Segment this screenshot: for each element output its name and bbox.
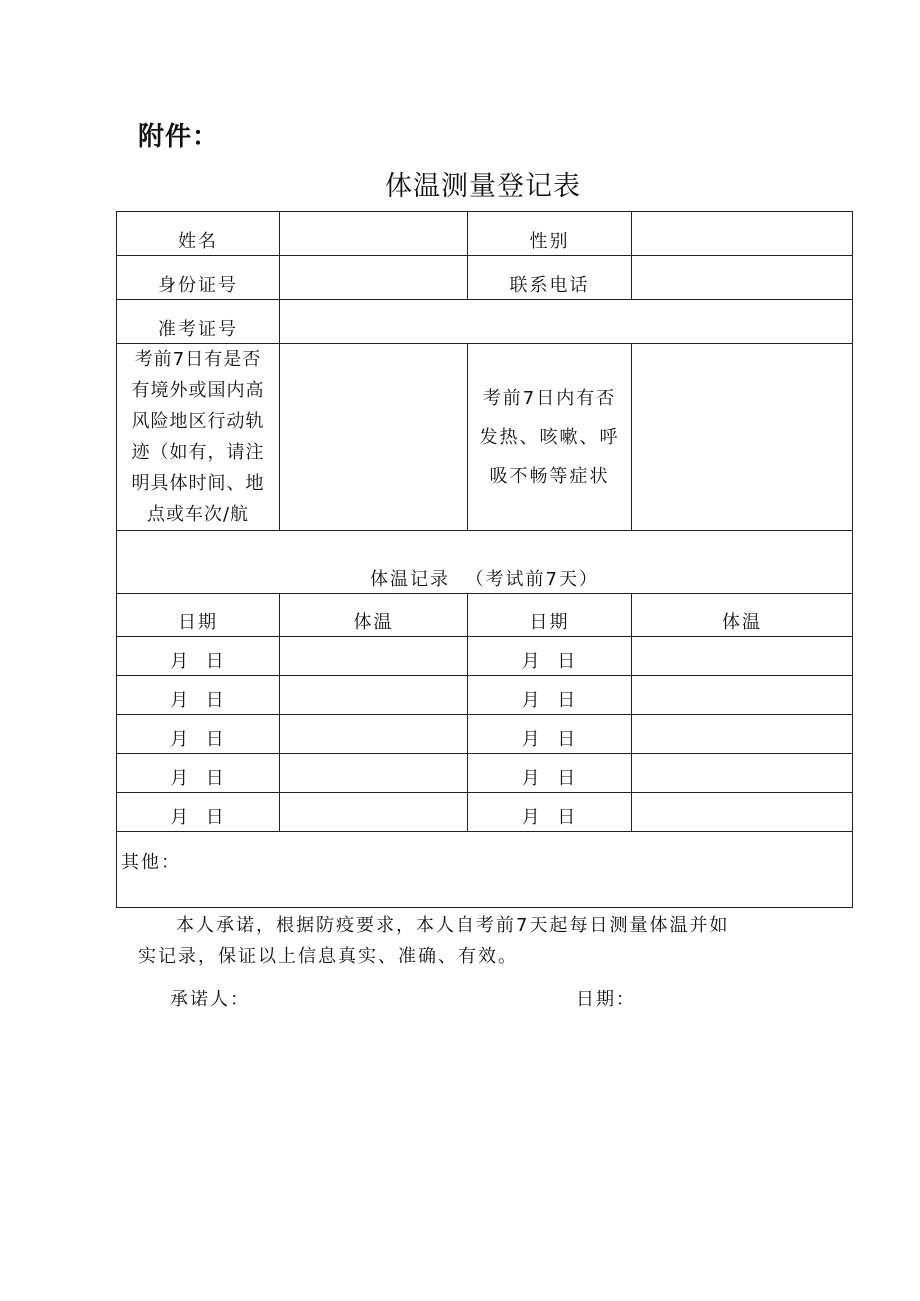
name-label: 姓名: [117, 212, 280, 256]
temperature-input[interactable]: [280, 715, 468, 754]
travel-line: 点或车次/航: [146, 504, 250, 525]
symptom-line: 吸不畅等症状: [489, 465, 610, 487]
travel-line: 明具体时间、地: [131, 473, 265, 494]
temp-header-right: 体温: [632, 594, 853, 637]
temperature-input[interactable]: [632, 676, 853, 715]
other-label: 其他：: [121, 852, 181, 873]
registration-table: [116, 211, 853, 908]
form-title: 体温测量登记表: [385, 171, 581, 202]
exam-id-label: 准考证号: [117, 300, 280, 344]
temperature-input[interactable]: [280, 637, 468, 676]
temperature-input[interactable]: [280, 754, 468, 793]
date-header-right: 日期: [468, 594, 632, 637]
phone-field[interactable]: [632, 256, 853, 300]
temperature-input[interactable]: [632, 715, 853, 754]
phone-label: 联系电话: [468, 256, 632, 300]
symptom-line: 考前7日内有否: [482, 387, 617, 409]
exam-id-field[interactable]: [280, 300, 853, 344]
table-row: [117, 637, 853, 676]
temperature-input[interactable]: [632, 637, 853, 676]
name-field[interactable]: [280, 212, 468, 256]
gender-field[interactable]: [632, 212, 853, 256]
date-cell: 月 日: [117, 637, 280, 676]
temp-header-left: 体温: [280, 594, 468, 637]
date-cell: 月 日: [117, 676, 280, 715]
temperature-input[interactable]: [280, 676, 468, 715]
date-cell: 月 日: [468, 676, 632, 715]
table-row: [117, 754, 853, 793]
temperature-input[interactable]: [280, 793, 468, 832]
pledge-line: 实记录，保证以上信息真实、准确、有效。: [138, 946, 518, 967]
date-cell: 月 日: [468, 754, 632, 793]
date-cell: 月 日: [468, 637, 632, 676]
date-cell: 月 日: [117, 754, 280, 793]
other-notes-field[interactable]: [117, 832, 853, 908]
date-cell: 月 日: [468, 715, 632, 754]
id-number-field[interactable]: [280, 256, 468, 300]
temperature-input[interactable]: [632, 793, 853, 832]
travel-history-label: [117, 344, 280, 531]
travel-line: 风险地区行动轨: [131, 411, 265, 432]
date-header-left: 日期: [117, 594, 280, 637]
pledge-statement: [138, 910, 798, 972]
promisor-label: 承诺人：: [170, 989, 250, 1010]
id-number-label: 身份证号: [117, 256, 280, 300]
travel-line: 有境外或国内高: [131, 380, 265, 401]
date-cell: 月 日: [117, 715, 280, 754]
temperature-input[interactable]: [632, 754, 853, 793]
travel-line: 迹（如有，请注: [131, 442, 265, 463]
symptoms-field[interactable]: [632, 344, 853, 531]
travel-line: 考前7日有是否: [134, 349, 262, 370]
table-row: [117, 676, 853, 715]
pledge-line: 本人承诺，根据防疫要求，本人自考前7天起每日测量体温并如: [176, 915, 730, 936]
symptoms-label: [468, 344, 632, 531]
temperature-section-title: 体温记录 （考试前7天）: [117, 531, 853, 594]
table-row: [117, 715, 853, 754]
symptom-line: 发热、咳嗽、呼: [479, 426, 620, 448]
attachment-heading: 附件：: [138, 122, 220, 152]
table-row: [117, 793, 853, 832]
travel-history-field[interactable]: [280, 344, 468, 531]
signature-date-label: 日期：: [576, 989, 636, 1010]
date-cell: 月 日: [117, 793, 280, 832]
gender-label: 性别: [468, 212, 632, 256]
date-cell: 月 日: [468, 793, 632, 832]
